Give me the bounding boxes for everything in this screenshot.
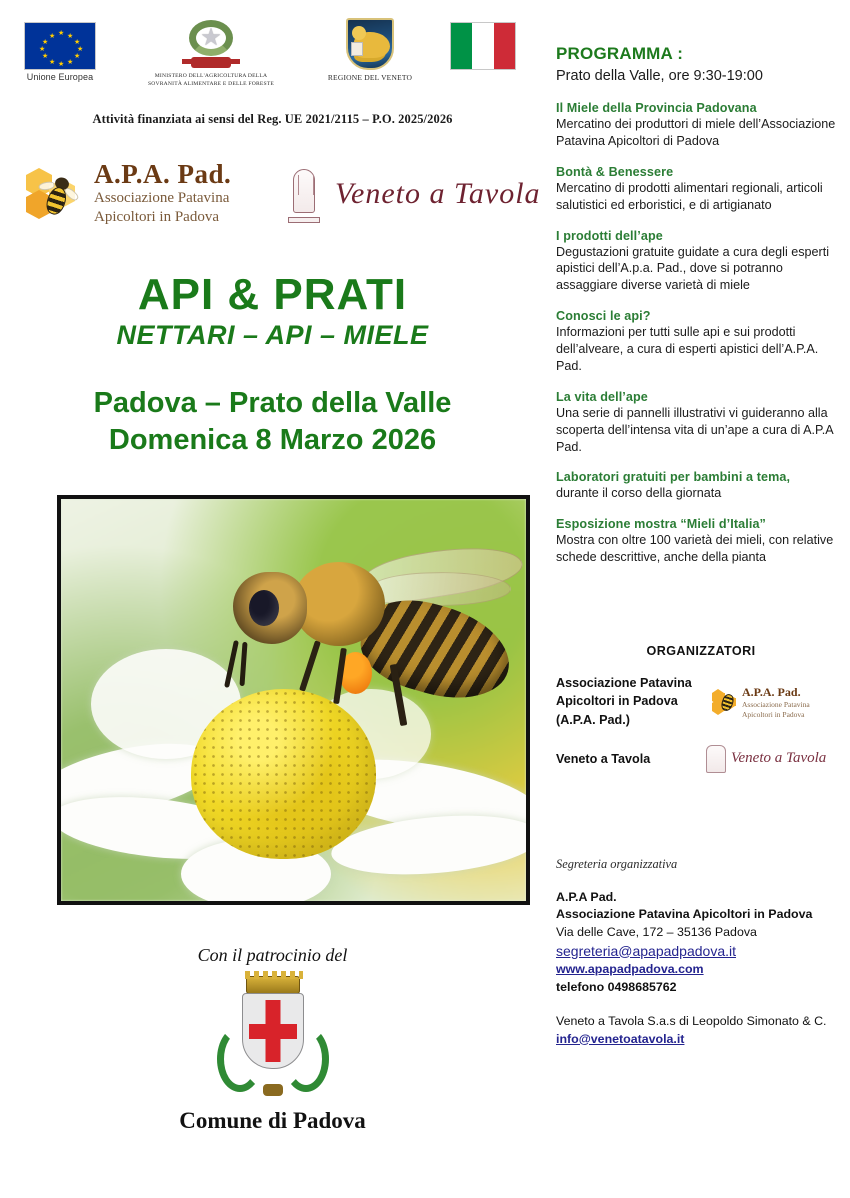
program-item-heading: Bontà & Benessere bbox=[556, 164, 674, 179]
program-item bbox=[556, 470, 846, 502]
event-location: Padova – Prato della Valle bbox=[93, 387, 452, 420]
veneto-a-tavola-logo bbox=[285, 165, 541, 223]
honeycomb-bee-mini-icon bbox=[712, 688, 738, 714]
apa-mini-title: A.P.A. Pad. bbox=[742, 684, 801, 699]
program-item-heading: Conosci le api? bbox=[556, 309, 651, 324]
honeybee-figure bbox=[211, 544, 511, 759]
veneto-a-tavola-mini-wordmark: Veneto a Tavola bbox=[731, 750, 827, 767]
honeycomb-bee-icon bbox=[24, 163, 86, 223]
organizers-block bbox=[556, 644, 846, 773]
funding-note: Attività finanziata ai sensi del Reg. UE 2021/2115 – P.O. 2025/2026 bbox=[92, 112, 453, 126]
program-item-body: Informazioni per tutti sulle api e sui prodotti dell’alveare, a cura di esperti apistici dell’A.P.A. Pad. bbox=[556, 325, 819, 373]
program-item-body: durante il corso della giornata bbox=[556, 486, 722, 501]
eu-logo-label: Unione Europea bbox=[26, 72, 94, 82]
secretariat-org-short: A.P.A Pad. bbox=[556, 889, 617, 904]
partner-email-link[interactable]: info@venetoatavola.it bbox=[556, 1031, 685, 1046]
program-item-body: Mostra con oltre 100 varietà dei mieli, con relative schede descrittive, anche della pianta bbox=[556, 533, 834, 565]
program-item bbox=[556, 229, 846, 295]
secretariat-org-full: Associazione Patavina Apicoltori in Padova bbox=[556, 907, 813, 922]
veneto-region-label: REGIONE DEL VENETO bbox=[327, 73, 413, 82]
secretariat-block bbox=[556, 857, 846, 1049]
eu-logo bbox=[14, 22, 106, 82]
patronage-label: Con il patrocinio del bbox=[197, 945, 348, 965]
program-item-heading: Laboratori gratuiti per bambini a tema, bbox=[556, 470, 791, 485]
program-item bbox=[556, 517, 846, 566]
apa-pad-mini-logo bbox=[712, 683, 846, 720]
program-title: PROGRAMMA : bbox=[556, 44, 684, 63]
apa-logo-subtitle-1: Associazione Patavina bbox=[94, 190, 230, 207]
secretariat-label: Segreteria organizzativa bbox=[556, 856, 678, 871]
program-item-heading: I prodotti dell’ape bbox=[556, 228, 663, 243]
program-item bbox=[556, 165, 846, 214]
italian-flag-icon bbox=[450, 22, 516, 70]
veneto-a-tavola-mini-logo bbox=[706, 745, 846, 773]
patronage-entity: Comune di Padova bbox=[179, 1108, 366, 1133]
veneto-a-tavola-wordmark: Veneto a Tavola bbox=[335, 177, 541, 210]
program-item-body: Degustazioni gratuite guidate a cura degli esperti apistici dell’A.p.a. Pad., dove si potranno assaggiare diverse varietà di miele bbox=[556, 244, 830, 293]
ministry-logo bbox=[126, 18, 296, 88]
program-when: Prato della Valle, ore 9:30-19:00 bbox=[556, 68, 763, 84]
ministry-label-line2: SOVRANITÀ ALIMENTARE E DELLE FORESTE bbox=[147, 81, 275, 87]
secretariat-email-link[interactable]: segreteria@apapadpadova.it bbox=[556, 942, 737, 959]
padova-coat-of-arms-icon bbox=[215, 976, 331, 1096]
apa-logo-title: A.P.A. Pad. bbox=[94, 159, 232, 189]
event-subtitle: NETTARI – API – MIELE bbox=[116, 320, 429, 351]
apa-mini-sub-1: Associazione Patavina bbox=[742, 700, 810, 710]
program-item bbox=[556, 101, 846, 150]
eu-flag-icon: ★ ★ ★ ★ ★ ★ ★ ★ ★ ★ ★ ★ bbox=[24, 22, 96, 70]
secretariat-address: Via delle Cave, 172 – 35136 Padova bbox=[556, 924, 757, 939]
patronage-block bbox=[0, 945, 545, 1134]
institutional-logo-strip bbox=[0, 16, 545, 96]
program-item bbox=[556, 390, 846, 456]
italy-flag-logo bbox=[438, 22, 528, 70]
event-headline bbox=[0, 272, 545, 459]
organizer-row bbox=[556, 674, 846, 729]
partner-company-name: Veneto a Tavola S.a.s di Leopoldo Simonato & C. bbox=[556, 1013, 827, 1028]
italian-republic-emblem-icon: ★ bbox=[184, 18, 238, 70]
right-column bbox=[554, 0, 850, 1198]
program-item-heading: Il Miele della Provincia Padovana bbox=[556, 101, 757, 115]
program-list bbox=[556, 101, 846, 566]
apa-logo-subtitle-2: Apicoltori in Padova bbox=[94, 208, 219, 225]
secretariat-website-link[interactable]: www.apapadpadova.com bbox=[556, 962, 704, 977]
veneto-a-tavola-mark-mini-icon bbox=[706, 745, 726, 773]
bee-photo bbox=[57, 495, 530, 905]
event-date: Domenica 8 Marzo 2026 bbox=[108, 424, 437, 457]
event-title: API & PRATI bbox=[137, 270, 408, 319]
veneto-region-logo bbox=[300, 18, 440, 82]
program-item bbox=[556, 309, 846, 375]
ministry-label-line1: MINISTERO DELL'AGRICOLTURA DELLA bbox=[154, 73, 268, 79]
program-item-heading: Esposizione mostra “Mieli d’Italia” bbox=[556, 517, 766, 532]
organizer-name: Associazione Patavina Apicoltori in Padova (A.P.A. Pad.) bbox=[556, 676, 692, 727]
program-item-heading: La vita dell’ape bbox=[556, 389, 648, 404]
organizer-name: Veneto a Tavola bbox=[556, 751, 651, 766]
secretariat-phone: telefono 0498685762 bbox=[556, 980, 677, 995]
program-item-body: Una serie di pannelli illustrativi vi guideranno alla scoperta dell’intensa vita di un’ape a cura di A.P.A Pad. bbox=[556, 405, 834, 454]
apa-mini-sub-2: Apicoltori in Padova bbox=[742, 710, 805, 719]
program-item-body: Mercatino dei produttori di miele dell’Associazione Patavina Apicoltori di Padova bbox=[556, 117, 836, 148]
program-item-body: Mercatino di prodotti alimentari regionali, articoli salutistici ed erboristici, e di artigianato bbox=[556, 180, 823, 212]
veneto-a-tavola-mark-icon bbox=[285, 165, 325, 223]
organizer-brand-row bbox=[0, 155, 545, 247]
apa-pad-logo bbox=[24, 159, 231, 227]
veneto-lion-shield-icon bbox=[346, 18, 394, 70]
organizers-title: ORGANIZZATORI bbox=[646, 644, 756, 658]
organizer-row bbox=[556, 745, 846, 773]
